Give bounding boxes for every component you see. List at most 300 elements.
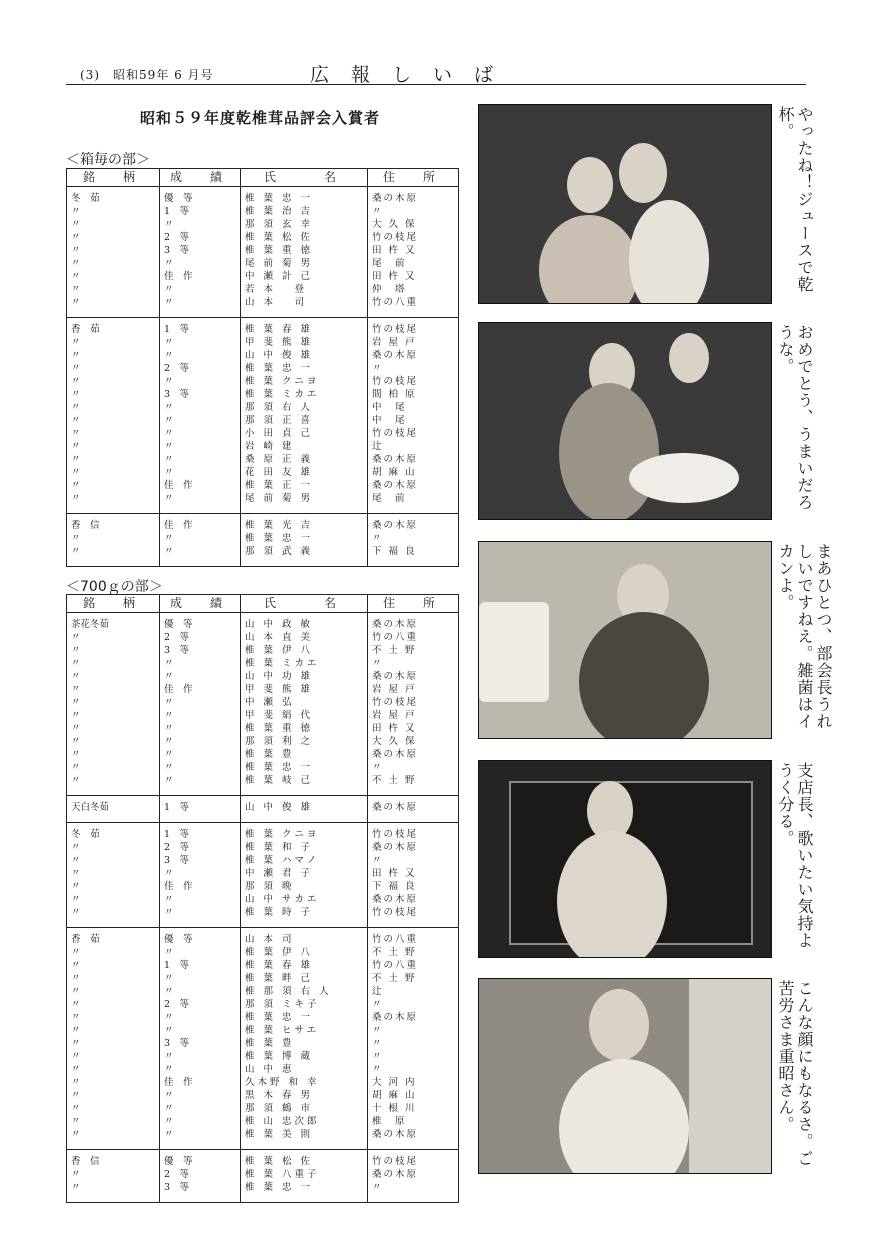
cell-brand: 〃 [67,349,160,362]
cell-brand: 〃 [67,532,160,545]
cell-name: 久木野 和 幸 [241,1076,368,1089]
cell-address: 桑の木原 [368,841,459,854]
cell-name: 椎 葉 クニヨ [241,375,368,388]
cell-brand: 〃 [67,1050,160,1063]
table-row [67,492,459,514]
table-row [67,1063,459,1076]
cell-brand: 〃 [67,854,160,867]
cell-name: 山 中 恵 [241,1063,368,1076]
table-row [67,1076,459,1089]
table-row [67,349,459,362]
cell-address: 不 土 野 [368,644,459,657]
cell-grade: 〃 [160,1128,241,1150]
cell-grade: 2 等 [160,231,241,244]
cell-address: 岩 屋 戸 [368,709,459,722]
table-row [67,1037,459,1050]
cell-grade: 1 等 [160,823,241,842]
cell-address: 不 土 野 [368,946,459,959]
cell-brand: 〃 [67,893,160,906]
cell-brand: 〃 [67,748,160,761]
cell-grade: 3 等 [160,388,241,401]
cell-address: 竹の枝尾 [368,906,459,928]
cell-grade: 優 等 [160,613,241,632]
cell-name: 椎 葉 忠 一 [241,187,368,206]
cell-grade: 〃 [160,257,241,270]
cell-grade: 2 等 [160,998,241,1011]
cell-brand: 〃 [67,1128,160,1150]
cell-address: 〃 [368,998,459,1011]
cell-name: 椎 葉 伊 八 [241,946,368,959]
cell-brand: 〃 [67,1037,160,1050]
cell-brand: 〃 [67,1115,160,1128]
cell-grade: 〃 [160,414,241,427]
cell-name: 椎 葉 忠 一 [241,1011,368,1024]
cell-address: 大 河 内 [368,1076,459,1089]
cell-address: 中 尾 [368,401,459,414]
table-row [67,893,459,906]
cell-grade: 〃 [160,492,241,514]
table-row [67,1089,459,1102]
cell-brand: 〃 [67,985,160,998]
table-row [67,709,459,722]
cell-brand: 〃 [67,722,160,735]
cell-grade: 〃 [160,466,241,479]
cell-name: 椎 葉 豊 [241,1037,368,1050]
table-row [67,841,459,854]
cell-brand: 香 茹 [67,318,160,337]
cell-address: 桑の木原 [368,1168,459,1181]
cell-grade: 〃 [160,774,241,796]
cell-grade: 優 等 [160,928,241,947]
cell-grade: 〃 [160,296,241,318]
header-col-brand: 銘 柄 [67,169,160,187]
cell-brand: 〃 [67,1102,160,1115]
cell-brand: 〃 [67,709,160,722]
cell-brand: 〃 [67,244,160,257]
table-row [67,928,459,947]
cell-brand: 〃 [67,427,160,440]
cell-name: 那 須 玄 幸 [241,218,368,231]
issue-label: (3) 昭和59年 6 月号 [80,68,214,82]
cell-grade: 1 等 [160,796,241,823]
table-row [67,479,459,492]
cell-address: 桑の木原 [368,453,459,466]
cell-address: 〃 [368,362,459,375]
cell-name: 椎 葉 重 徳 [241,722,368,735]
table-row [67,959,459,972]
table-row [67,696,459,709]
cell-address: 竹の枝尾 [368,823,459,842]
caption-photo-1: やったね！ジュースで乾杯。 [776,106,814,293]
cell-grade: 〃 [160,985,241,998]
table-row [67,946,459,959]
cell-address: 〃 [368,1037,459,1050]
table-row [67,657,459,670]
table-row [67,1181,459,1203]
cell-address: 〃 [368,1050,459,1063]
cell-grade: 〃 [160,375,241,388]
cell-brand: 〃 [67,657,160,670]
cell-brand: 〃 [67,946,160,959]
cell-name: 甲 斐 熊 雄 [241,683,368,696]
cell-address: 田 杵 又 [368,722,459,735]
table-row [67,1011,459,1024]
table-row [67,244,459,257]
cell-brand: 〃 [67,644,160,657]
table-row [67,257,459,270]
cell-brand: 〃 [67,401,160,414]
cell-brand: 〃 [67,841,160,854]
cell-address: 田 杵 又 [368,270,459,283]
header-col-name: 氏 名 [241,169,368,187]
cell-address: 桑の木原 [368,748,459,761]
header-col-address: 住 所 [368,595,459,613]
cell-grade: 佳 作 [160,479,241,492]
page-title: 昭和５９年度乾椎茸品評会入賞者 [140,109,381,127]
table-row [67,880,459,893]
cell-grade: 〃 [160,401,241,414]
cell-brand: 〃 [67,440,160,453]
cell-brand: 〃 [67,761,160,774]
cell-grade: 1 等 [160,318,241,337]
cell-grade: 〃 [160,722,241,735]
cell-grade: 〃 [160,946,241,959]
cell-name: 尾 前 菊 男 [241,492,368,514]
cell-name: 甲 斐 絹 代 [241,709,368,722]
cell-address: 辻 [368,440,459,453]
cell-grade: 佳 作 [160,1076,241,1089]
cell-address: 胡 麻 山 [368,1089,459,1102]
table-row [67,867,459,880]
caption-photo-3: まあひとつ、部会長うれしいですねえ。雑菌はイカンよ。 [776,543,833,730]
cell-name: 椎 葉 光 吉 [241,514,368,533]
cell-grade: 3 等 [160,244,241,257]
cell-grade: 〃 [160,867,241,880]
cell-name: 山 中 サカエ [241,893,368,906]
cell-brand: 〃 [67,880,160,893]
cell-address: 桑の木原 [368,187,459,206]
cell-brand: 〃 [67,1168,160,1181]
table-row [67,823,459,842]
cell-brand: 〃 [67,735,160,748]
cell-name: 椎 葉 博 蔵 [241,1050,368,1063]
table-row [67,427,459,440]
table-row [67,722,459,735]
cell-name: 椎 葉 春 雄 [241,959,368,972]
cell-address: 竹の枝尾 [368,231,459,244]
cell-address: 竹の枝尾 [368,696,459,709]
cell-grade: 〃 [160,748,241,761]
cell-brand: 〃 [67,492,160,514]
cell-name: 那 須 ミキ子 [241,998,368,1011]
cell-address: 桑の木原 [368,613,459,632]
cell-address: 大 久 保 [368,735,459,748]
cell-name: 椎 葉 治 吉 [241,205,368,218]
cell-name: 那 須 正 喜 [241,414,368,427]
cell-name: 那 須 鶴 市 [241,1102,368,1115]
cell-name: 椎 葉 クニヨ [241,823,368,842]
cell-brand: 〃 [67,336,160,349]
cell-grade: 2 等 [160,841,241,854]
cell-brand: 茶花冬茹 [67,613,160,632]
cell-address: 桑の木原 [368,349,459,362]
cell-address: 〃 [368,205,459,218]
cell-address: 辻 [368,985,459,998]
cell-name: 甲 斐 熊 雄 [241,336,368,349]
cell-grade: 〃 [160,1089,241,1102]
table-row [67,735,459,748]
cell-grade: 〃 [160,906,241,928]
cell-name: 椎 葉 忠 一 [241,1181,368,1203]
cell-grade: 〃 [160,709,241,722]
table-row [67,1024,459,1037]
cell-name: 山 中 俊 雄 [241,796,368,823]
cell-grade: 佳 作 [160,880,241,893]
header-col-grade: 成 績 [160,169,241,187]
cell-brand: 〃 [67,388,160,401]
cell-name: 椎 葉 岐 己 [241,774,368,796]
table-row [67,453,459,466]
cell-name: 小 田 貞 己 [241,427,368,440]
table-row [67,748,459,761]
cell-grade: 1 等 [160,959,241,972]
cell-brand: 〃 [67,218,160,231]
cell-grade: 〃 [160,761,241,774]
cell-name: 中 瀬 計 己 [241,270,368,283]
table-row [67,270,459,283]
cell-brand: 〃 [67,696,160,709]
table-row [67,545,459,567]
cell-address: 大 久 保 [368,218,459,231]
cell-brand: 〃 [67,231,160,244]
table-row [67,644,459,657]
cell-grade: 〃 [160,283,241,296]
cell-name: 椎 葉 忠 一 [241,761,368,774]
cell-brand: 〃 [67,683,160,696]
table-row [67,414,459,427]
cell-address: 桑の木原 [368,514,459,533]
table-row [67,1128,459,1150]
cell-name: 那 須 晩 [241,880,368,893]
cell-grade: 〃 [160,453,241,466]
cell-address: 竹の枝尾 [368,375,459,388]
table-row [67,683,459,696]
cell-name: 椎 葉 豊 [241,748,368,761]
cell-name: 椎 葉 忠 一 [241,362,368,375]
cell-brand: 〃 [67,1063,160,1076]
cell-address: 仲 塔 [368,283,459,296]
cell-name: 椎 葉 松 佐 [241,1150,368,1169]
cell-brand: 〃 [67,545,160,567]
results-table-box [66,168,459,567]
table-row [67,1050,459,1063]
cell-brand: 〃 [67,1076,160,1089]
table-row [67,532,459,545]
cell-brand: 〃 [67,1181,160,1203]
cell-address: 桑の木原 [368,479,459,492]
table-row [67,401,459,414]
cell-name: 椎 葉 美 則 [241,1128,368,1150]
cell-address: 竹の枝尾 [368,1150,459,1169]
table-row [67,761,459,774]
cell-brand: 〃 [67,296,160,318]
cell-brand: 〃 [67,414,160,427]
cell-address: 十 根 川 [368,1102,459,1115]
caption-photo-5: こんな顔にもなるさ。ご苦労さま重昭さん。 [776,980,814,1167]
cell-brand: 〃 [67,1024,160,1037]
cell-brand: 〃 [67,1089,160,1102]
cell-grade: 〃 [160,545,241,567]
cell-grade: 〃 [160,1024,241,1037]
cell-address: 〃 [368,1181,459,1203]
cell-name: 山 本 司 [241,296,368,318]
cell-name: 椎 葉 松 佐 [241,231,368,244]
header-col-brand: 銘 柄 [67,595,160,613]
table-row [67,514,459,533]
cell-address: 竹の八重 [368,296,459,318]
cell-address: 〃 [368,657,459,670]
cell-brand: 〃 [67,670,160,683]
table-row [67,1102,459,1115]
table-row [67,362,459,375]
cell-brand: 天白冬茹 [67,796,160,823]
cell-grade: 〃 [160,696,241,709]
cell-grade: 〃 [160,657,241,670]
cell-name: 椎 那 須 右 人 [241,985,368,998]
cell-grade: 2 等 [160,1168,241,1181]
cell-address: 桑の木原 [368,1128,459,1150]
cell-address: 下 福 良 [368,880,459,893]
cell-grade: 〃 [160,1102,241,1115]
cell-brand: 〃 [67,906,160,928]
cell-grade: 3 等 [160,854,241,867]
cell-brand: 〃 [67,205,160,218]
cell-address: 〃 [368,532,459,545]
cell-name: 山 本 直 美 [241,631,368,644]
cell-address: 〃 [368,1024,459,1037]
newsletter-title: 広報しいば [310,64,516,86]
photo-toast [478,104,772,304]
cell-brand: 〃 [67,283,160,296]
cell-brand: 〃 [67,375,160,388]
table-row [67,670,459,683]
cell-brand: 香 信 [67,514,160,533]
cell-address: 竹の八重 [368,928,459,947]
cell-grade: 3 等 [160,644,241,657]
cell-name: 椎 葉 ミカエ [241,388,368,401]
section-label-700g: ＜700ｇの部＞ [66,579,163,595]
cell-brand: 〃 [67,479,160,492]
table-row [67,318,459,337]
results-table-700g [66,594,459,1203]
cell-grade: 優 等 [160,1150,241,1169]
cell-address: 桑の木原 [368,670,459,683]
cell-grade: 1 等 [160,205,241,218]
cell-name: 中 瀬 君 子 [241,867,368,880]
cell-brand: 〃 [67,959,160,972]
cell-name: 椎 葉 畔 己 [241,972,368,985]
cell-name: 椎 葉 忠 一 [241,532,368,545]
table-row [67,854,459,867]
cell-address: 尾 前 [368,492,459,514]
cell-address: 胡 麻 山 [368,466,459,479]
cell-grade: 〃 [160,670,241,683]
cell-brand: 〃 [67,631,160,644]
cell-name: 花 田 友 雄 [241,466,368,479]
cell-address: 竹の八重 [368,631,459,644]
cell-name: 尾 前 菊 男 [241,257,368,270]
cell-address: 桑の木原 [368,893,459,906]
cell-address: 田 杵 又 [368,867,459,880]
cell-grade: 〃 [160,440,241,453]
cell-address: 不 土 野 [368,972,459,985]
cell-name: 岩 崎 建 [241,440,368,453]
cell-grade: 〃 [160,1011,241,1024]
table-row [67,774,459,796]
table-row [67,440,459,453]
cell-grade: 3 等 [160,1037,241,1050]
cell-name: 椎 葉 時 子 [241,906,368,928]
cell-name: 黒 木 春 男 [241,1089,368,1102]
table-row [67,205,459,218]
cell-brand: 〃 [67,867,160,880]
caption-photo-4: 支店長、歌いたい気持ようく分る。 [776,762,814,949]
cell-grade: 〃 [160,1063,241,1076]
table-row [67,218,459,231]
cell-grade: 〃 [160,972,241,985]
table-row [67,998,459,1011]
cell-address: 田 杵 又 [368,244,459,257]
cell-grade: 3 等 [160,1181,241,1203]
cell-grade: 〃 [160,735,241,748]
table-row [67,631,459,644]
cell-address: 〃 [368,1063,459,1076]
section-label-box: ＜箱毎の部＞ [66,152,150,168]
cell-name: 若 本 登 [241,283,368,296]
cell-brand: 〃 [67,998,160,1011]
cell-grade: 〃 [160,218,241,231]
cell-address: 桑の木原 [368,796,459,823]
cell-brand: 香 茹 [67,928,160,947]
cell-grade: 〃 [160,1050,241,1063]
table-row [67,187,459,206]
cell-address: 桑の木原 [368,1011,459,1024]
cell-address: 岩 屋 戸 [368,683,459,696]
cell-grade: 優 等 [160,187,241,206]
table-row [67,1150,459,1169]
caption-photo-2: おめでとう、うまいだろうな。 [776,324,814,511]
photo-congratulations [478,322,772,520]
cell-name: 山 本 司 [241,928,368,947]
cell-brand: 〃 [67,1011,160,1024]
cell-grade: 2 等 [160,631,241,644]
cell-name: 椎 山 忠次郎 [241,1115,368,1128]
table-row [67,985,459,998]
table-row [67,231,459,244]
table-row [67,796,459,823]
table-row [67,296,459,318]
cell-grade: 〃 [160,349,241,362]
header-col-address: 住 所 [368,169,459,187]
cell-brand: 〃 [67,453,160,466]
cell-brand: 〃 [67,774,160,796]
cell-grade: 〃 [160,427,241,440]
cell-grade: 〃 [160,336,241,349]
cell-name: 那 須 武 義 [241,545,368,567]
table-row [67,336,459,349]
cell-grade: 佳 作 [160,270,241,283]
table-row [67,375,459,388]
